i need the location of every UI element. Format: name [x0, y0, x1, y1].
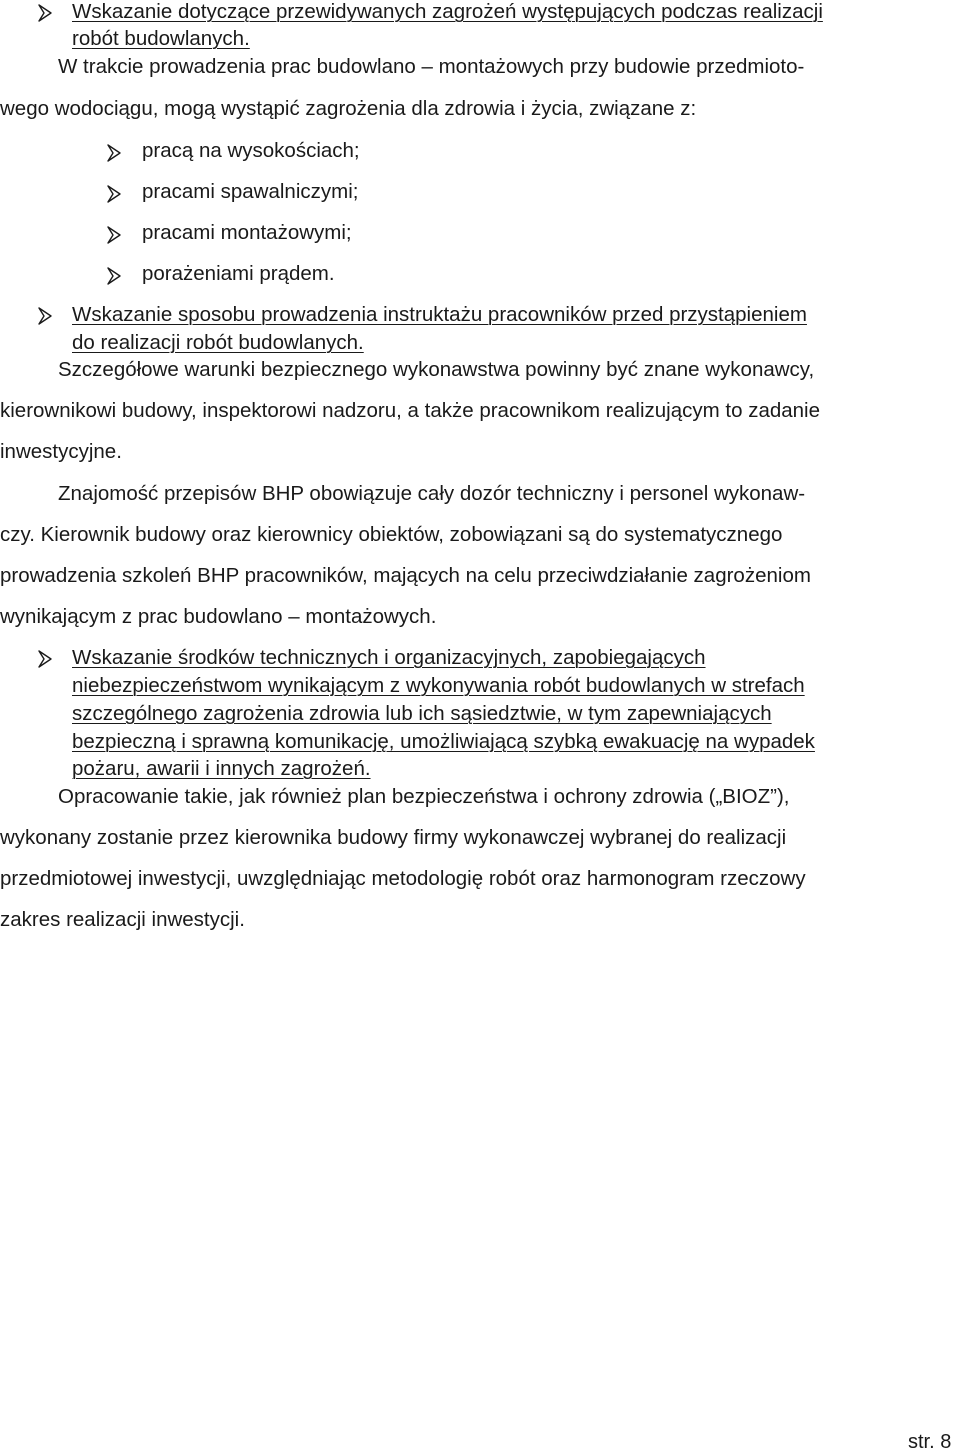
list-item: porażeniami prądem. — [142, 262, 335, 285]
list-item: pracami spawalniczymi; — [142, 180, 359, 203]
section1-heading-line2: robót budowlanych. — [72, 27, 250, 50]
list-item: pracami montażowymi; — [142, 221, 352, 244]
section1-paragraph-line1: W trakcie prowadzenia prac budowlano – montażowych przy budowie przedmioto- — [58, 55, 805, 78]
section2-paragraph1-line1: Szczegółowe warunki bezpiecznego wykonawstwa powinny być znane wykonawcy, — [58, 358, 815, 381]
section3-paragraph-line3: przedmiotowej inwestycji, uwzględniając metodologię robót oraz harmonogram rzeczowy — [0, 867, 806, 890]
section3-paragraph-line2: wykonany zostanie przez kierownika budowy firmy wykonawczej wybranej do realizacji — [0, 826, 787, 849]
section2-paragraph2-line3: prowadzenia szkoleń BHP pracowników, mających na celu przeciwdziałanie zagrożeniom — [0, 564, 811, 587]
section2-paragraph2-line1: Znajomość przepisów BHP obowiązuje cały dozór techniczny i personel wykonaw- — [58, 482, 806, 505]
section3-paragraph-line1: Opracowanie takie, jak również plan bezpieczeństwa i ochrony zdrowia („BIOZ”), — [58, 785, 790, 808]
bullet-arrow-icon — [107, 226, 121, 244]
section3-heading-line2: niebezpieczeństwom wynikającym z wykonywania robót budowlanych w strefach — [72, 674, 805, 697]
section1-paragraph-line2: wego wodociągu, mogą wystąpić zagrożenia dla zdrowia i życia, związane z: — [0, 97, 697, 120]
page-number: str. 8 — [908, 1431, 952, 1453]
section2-heading-line2: do realizacji robót budowlanych. — [72, 331, 364, 354]
bullet-arrow-icon — [38, 307, 52, 325]
bullet-arrow-icon — [107, 144, 121, 162]
bullet-arrow-icon — [107, 185, 121, 203]
bullet-arrow-icon — [107, 267, 121, 285]
section3-heading-line3: szczególnego zagrożenia zdrowia lub ich sąsiedztwie, w tym zapewniających — [72, 702, 772, 725]
section1-heading-line1: Wskazanie dotyczące przewidywanych zagrożeń występujących podczas realizacji — [72, 0, 823, 23]
section3-heading-line4: bezpieczną i sprawną komunikację, umożliwiającą szybką ewakuację na wypadek — [72, 730, 815, 753]
section2-paragraph2-line4: wynikającym z prac budowlano – montażowych. — [0, 605, 437, 628]
list-item: pracą na wysokościach; — [142, 139, 360, 162]
section3-heading-line5: pożaru, awarii i innych zagrożeń. — [72, 757, 371, 780]
section2-paragraph1-line2: kierownikowi budowy, inspektorowi nadzoru, a także pracownikom realizującym to zadanie — [0, 399, 821, 422]
section3-heading-line1: Wskazanie środków technicznych i organizacyjnych, zapobiegających — [72, 646, 706, 669]
bullet-arrow-icon — [38, 650, 52, 668]
section3-paragraph-line4: zakres realizacji inwestycji. — [0, 908, 245, 931]
section2-paragraph2-line2: czy. Kierownik budowy oraz kierownicy obiektów, zobowiązani są do systematycznego — [0, 523, 783, 546]
section2-heading-line1: Wskazanie sposobu prowadzenia instruktażu pracowników przed przystąpieniem — [72, 303, 807, 326]
section2-paragraph1-line3: inwestycyjne. — [0, 440, 122, 463]
bullet-arrow-icon — [38, 4, 52, 22]
